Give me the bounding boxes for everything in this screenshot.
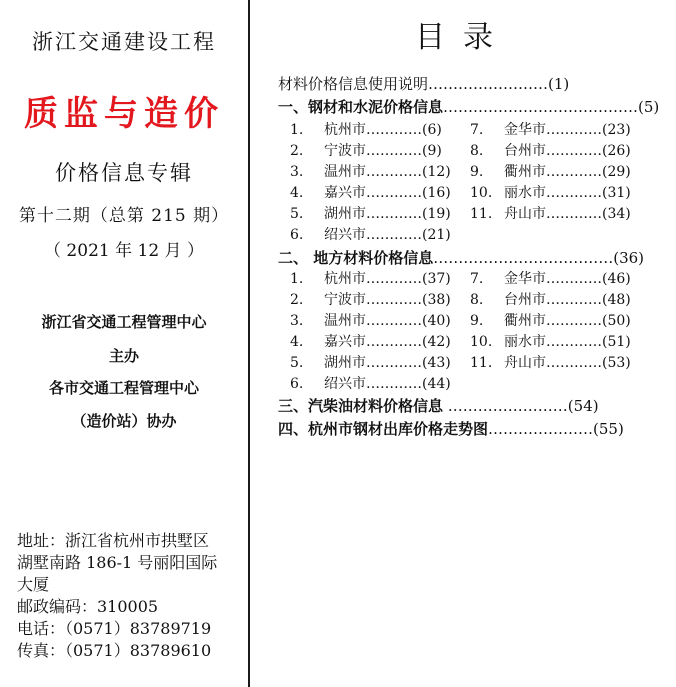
toc-city-entry[interactable]: 3. 温州市…………(40) bbox=[290, 313, 451, 329]
address-line: 大厦 bbox=[17, 575, 50, 594]
toc-city-entry[interactable]: 9. 衢州市…………(29) bbox=[470, 164, 631, 180]
toc-city-entry[interactable]: 7. 金华市…………(23) bbox=[470, 122, 631, 138]
co-organizer: 各市交通工程管理中心 bbox=[48, 379, 199, 397]
issue-number: 第十二期（总第 215 期） bbox=[18, 206, 230, 226]
toc-city-entry[interactable]: 5. 湖州市…………(43) bbox=[290, 355, 451, 371]
toc-heading: 目录 bbox=[415, 20, 511, 55]
address-line: 湖墅南路 186-1 号丽阳国际 bbox=[17, 553, 218, 572]
toc-city-entry[interactable]: 8. 台州市…………(48) bbox=[470, 292, 631, 308]
co-organizer-role: （造价站）协办 bbox=[71, 412, 177, 430]
toc-city-entry[interactable]: 9. 衢州市…………(50) bbox=[470, 313, 631, 329]
toc-city-entry[interactable]: 10. 丽水市…………(51) bbox=[470, 334, 631, 350]
toc-city-entry[interactable]: 8. 台州市…………(26) bbox=[470, 143, 631, 159]
toc-city-entry[interactable]: 11. 舟山市…………(34) bbox=[470, 206, 631, 222]
toc-city-entry[interactable]: 2. 宁波市…………(38) bbox=[290, 292, 451, 308]
toc-city-entry[interactable]: 5. 湖州市…………(19) bbox=[290, 206, 451, 222]
toc-city-entry[interactable]: 10. 丽水市…………(31) bbox=[470, 185, 631, 201]
special-issue-subtitle: 价格信息专辑 bbox=[55, 161, 193, 185]
toc-city-entry[interactable]: 7. 金华市…………(46) bbox=[470, 271, 631, 287]
publication-name: 浙江交通建设工程 bbox=[32, 30, 216, 54]
contact-info bbox=[17, 530, 242, 662]
postcode: 邮政编码：310005 bbox=[17, 597, 159, 616]
toc-city-entry[interactable]: 6. 绍兴市…………(44) bbox=[290, 376, 451, 392]
toc-city-entry[interactable]: 4. 嘉兴市…………(42) bbox=[290, 334, 451, 350]
phone: 电话：（0571）83789719 bbox=[17, 619, 212, 638]
toc-city-entry[interactable]: 4. 嘉兴市…………(16) bbox=[290, 185, 451, 201]
toc-entry[interactable]: 一、钢材和水泥价格信息…………………………………(5) bbox=[278, 98, 660, 116]
fax: 传真：（0571）83789610 bbox=[17, 641, 212, 660]
cover-panel bbox=[0, 0, 248, 687]
organizer: 浙江省交通工程管理中心 bbox=[41, 313, 207, 331]
toc-entry[interactable]: 四、杭州市钢材出库价格走势图…………………(55) bbox=[278, 420, 624, 438]
address-line: 地址：浙江省杭州市拱墅区 bbox=[17, 531, 210, 550]
toc-city-entry[interactable]: 11. 舟山市…………(53) bbox=[470, 355, 631, 371]
toc-city-entry[interactable]: 3. 温州市…………(12) bbox=[290, 164, 451, 180]
toc-city-entry[interactable]: 1. 杭州市…………(6) bbox=[290, 122, 442, 138]
toc-city-entry[interactable]: 6. 绍兴市…………(21) bbox=[290, 227, 451, 243]
magazine-title: 质监与造价 bbox=[24, 94, 224, 134]
toc-entry[interactable]: 三、汽柴油材料价格信息 ……………………(54) bbox=[278, 397, 599, 415]
toc-city-entry[interactable]: 1. 杭州市…………(37) bbox=[290, 271, 451, 287]
toc-entry[interactable]: 二、 地方材料价格信息………………………………(36) bbox=[278, 249, 645, 267]
column-divider bbox=[248, 0, 250, 687]
organizer-role: 主办 bbox=[108, 347, 139, 365]
issue-date: （ 2021 年 12 月 ） bbox=[44, 241, 204, 261]
toc-entry[interactable]: 材料价格信息使用说明……………………(1) bbox=[278, 75, 570, 93]
toc-city-entry[interactable]: 2. 宁波市…………(9) bbox=[290, 143, 442, 159]
